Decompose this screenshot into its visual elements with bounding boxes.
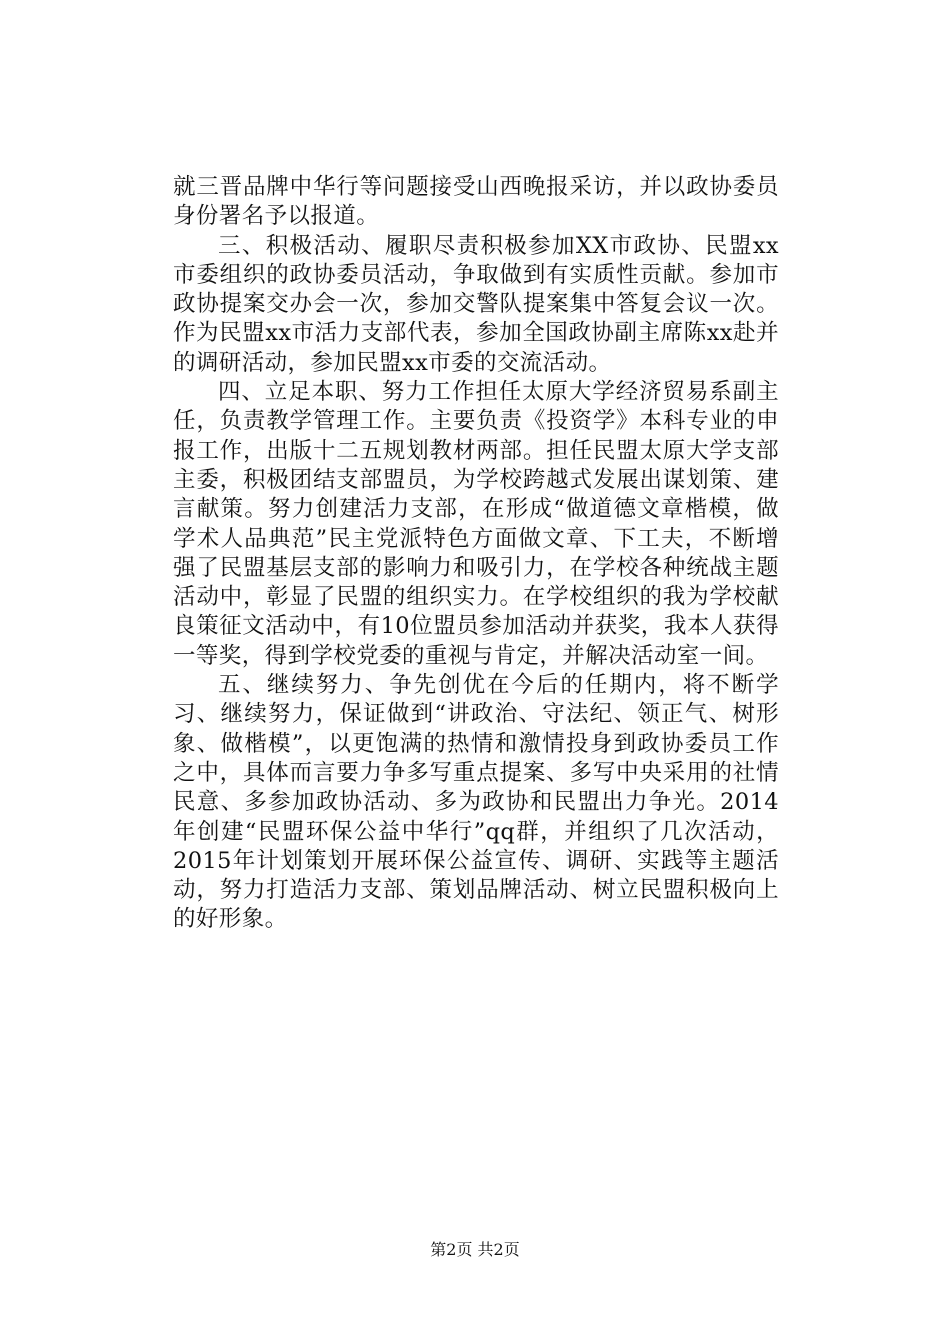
paragraph-1: 就三晋品牌中华行等问题接受山西晚报采访，并以政协委员身份署名予以报道。 xyxy=(173,174,779,230)
paragraph-2: 三、积极活动、履职尽责积极参加XX市政协、民盟xx市委组织的政协委员活动，争取做到有实质性贡献。参加市政协提案交办会一次，参加交警队提案集中答复会议一次。作为民盟xx市活力支部代表，参加全国政协副主席陈xx赴并的调研活动，参加民盟xx市委的交流活动。 xyxy=(173,232,779,376)
paragraph-3: 四、立足本职、努力工作担任太原大学经济贸易系副主任，负责教学管理工作。主要负责《投资学》本科专业的申报工作，出版十二五规划教材两部。担任民盟太原大学支部主委，积极团结支部盟员，为学校跨越式发展出谋划策、建言献策。努力创建活力支部，在形成“做道德文章楷模，做学术人品典范”民主党派特色方面做文章、下工夫，不断增强了民盟基层支部的影响力和吸引力，在学校各种统战主题活动中，彰显了民盟的组织实力。在学校组织的我为学校献良策征文活动中，有10位盟员参加活动并获奖，我本人获得一等奖，得到学校党委的重视与肯定，并解决活动室一间。 xyxy=(173,379,779,669)
document-body xyxy=(173,173,779,935)
paragraph-4: 五、继续努力、争先创优在今后的任期内，将不断学习、继续努力，保证做到“讲政治、守法纪、领正气、树形象、做楷模”，以更饱满的热情和激情投身到政协委员工作之中，具体而言要力争多写重点提案、多写中央采用的社情民意、多参加政协活动、多为政协和民盟出力争光。2014年创建“民盟环保公益中华行”qq群，并组织了几次活动，2015年计划策划开展环保公益宣传、调研、实践等主题活动，努力打造活力支部、策划品牌活动、树立民盟积极向上的好形象。 xyxy=(173,672,779,933)
page-number-footer: 第2页 共2页 xyxy=(430,1240,520,1259)
